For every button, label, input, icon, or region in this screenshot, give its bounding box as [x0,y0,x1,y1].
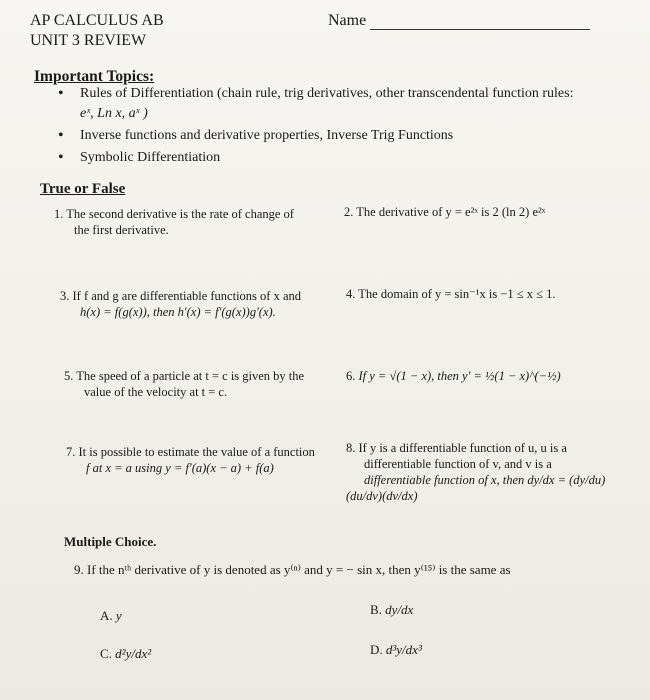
name-blank-line[interactable] [370,15,590,30]
question-7 [66,444,346,476]
multiple-choice-heading: Multiple Choice. [64,534,157,549]
choice-b[interactable] [370,602,413,618]
choice-letter: B. [370,602,382,617]
choice-text: y [115,608,122,623]
question-4 [346,286,636,302]
question-number: 5. [64,369,74,383]
question-5 [64,368,344,400]
question-2 [344,204,634,220]
question-8 [346,440,636,504]
topic-item [54,148,624,168]
topics-list [54,84,624,170]
question-text-cont-2: differentiable function of x, then dy/dx = (dy/du)(du/dv)(dv/dx) [346,473,606,503]
name-field[interactable] [328,12,590,30]
question-text: The derivative of y = e²ˣ is 2 (ln 2) e²ˣ [356,205,546,219]
topics-heading: Important Topics: [34,68,155,85]
course-title: AP CALCULUS AB [30,12,164,29]
question-text: The second derivative is the rate of change of [66,207,294,221]
question-text: If y is a differentiable function of u, u is a [358,441,567,455]
question-number: 2. [344,205,354,219]
name-label: Name [328,12,367,29]
question-1 [54,206,339,238]
question-3 [60,288,340,320]
question-text-cont: h(x) = f(g(x)), then h′(x) = f′(g(x))g′(x). [80,305,276,319]
true-false-heading: True or False [40,181,126,197]
question-text: If y = √(1 − x), then y′ = ½(1 − x)^(−½) [358,369,561,383]
question-text: It is possible to estimate the value of a function [78,445,315,459]
question-text-cont: the first derivative. [74,223,169,237]
question-text: The speed of a particle at t = c is given by the [76,369,305,383]
question-number: 4. [346,287,356,301]
choice-letter: C. [100,646,112,661]
question-text-cont: f at x = a using y = f′(a)(x − a) + f(a) [86,461,274,475]
question-6 [346,368,636,384]
question-text: The domain of y = sin⁻¹x is −1 ≤ x ≤ 1. [358,287,556,301]
question-number: 3. [60,289,70,303]
question-9: 9. If the nᵗʰ derivative of y is denoted as y⁽ⁿ⁾ and y = − sin x, then y⁽¹⁵⁾ is the same as [74,562,511,577]
question-number: 8. [346,441,356,455]
choice-c[interactable] [100,646,151,662]
unit-title: UNIT 3 REVIEW [30,32,147,49]
question-text-cont: differentiable function of v, and v is a [364,457,552,471]
question-number: 7. [66,445,76,459]
topic-item [54,126,624,146]
topic-rules-continuation: eˣ, Ln x, aˣ ) [80,106,148,121]
topic-item [54,84,624,124]
choice-letter: A. [100,608,113,623]
choice-text: d³y/dx³ [385,642,422,657]
question-number: 1. [54,207,64,221]
question-text: If f and g are differentiable functions of x and [72,289,301,303]
choice-text: dy/dx [385,602,414,617]
question-text-cont: value of the velocity at t = c. [84,385,228,399]
topic-inverse-text: Inverse functions and derivative properties, Inverse Trig Functions [80,128,454,143]
topic-rules-text: Rules of Differentiation (chain rule, trig derivatives, other transcendental function rules: [80,86,574,101]
choice-d[interactable] [370,642,422,658]
choice-letter: D. [370,642,383,657]
choice-text: d²y/dx² [115,646,152,661]
choice-a[interactable] [100,608,122,624]
topic-symbolic-text: Symbolic Differentiation [80,150,221,165]
question-number: 6. [346,369,356,383]
